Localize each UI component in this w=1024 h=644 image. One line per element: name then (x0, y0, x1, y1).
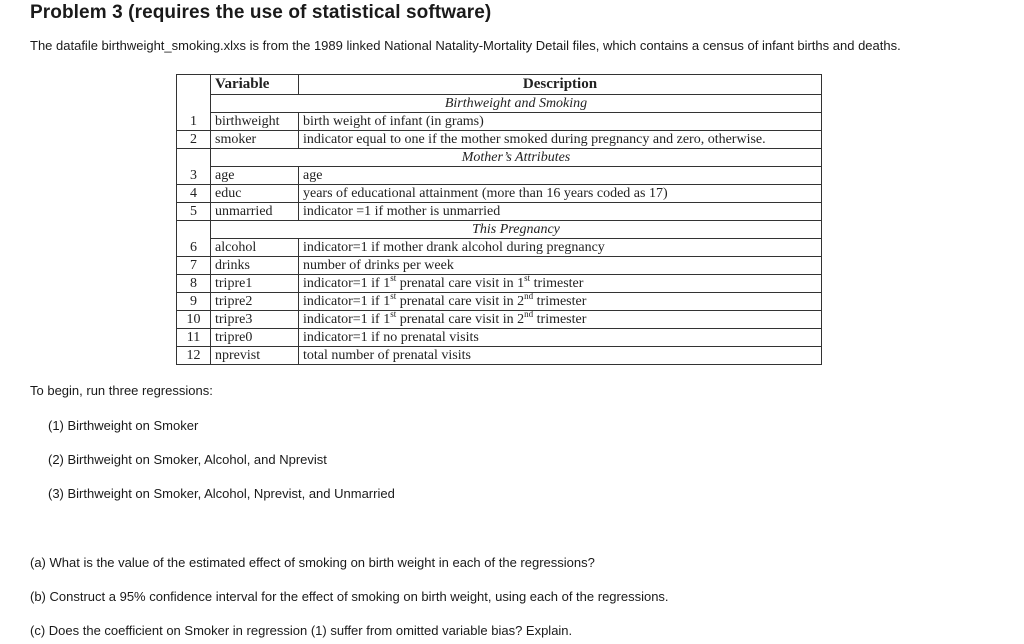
section-title-this-pregnancy: This Pregnancy (211, 221, 822, 239)
row-number: 3 (177, 167, 211, 185)
desc-superscript: st (524, 274, 531, 283)
row-number: 8 (177, 275, 211, 293)
table-row (177, 185, 822, 203)
desc-superscript: nd (524, 310, 534, 319)
table-row (177, 203, 822, 221)
variable-description: total number of prenatal visits (299, 347, 822, 365)
variable-name: tripre2 (211, 293, 299, 311)
table-header-row (177, 75, 822, 95)
variable-name: tripre3 (211, 311, 299, 329)
variable-description: indicator =1 if mother is unmarried (299, 203, 822, 221)
desc-part: prenatal care visit in 2 (396, 294, 525, 309)
question-a: (a) What is the value of the estimated effect of smoking on birth weight in each of the regressions? (30, 555, 595, 570)
table-row (177, 131, 822, 149)
regression-item: (3) Birthweight on Smoker, Alcohol, Nprevist, and Unmarried (48, 486, 395, 501)
section-blank-cell (177, 221, 211, 239)
desc-part: indicator=1 if 1 (303, 276, 391, 291)
regression-item: (2) Birthweight on Smoker, Alcohol, and Nprevist (48, 452, 327, 467)
section-title-birthweight-smoking: Birthweight and Smoking (211, 95, 822, 113)
variable-description (299, 293, 822, 311)
variable-description: number of drinks per week (299, 257, 822, 275)
variable-name: educ (211, 185, 299, 203)
desc-part: trimester (533, 294, 587, 309)
table-row (177, 167, 822, 185)
table-row (177, 311, 822, 329)
table-row (177, 113, 822, 131)
desc-superscript: nd (524, 292, 534, 301)
row-number: 4 (177, 185, 211, 203)
question-c: (c) Does the coefficient on Smoker in regression (1) suffer from omitted variable bias? Explain. (30, 623, 573, 638)
variable-name: unmarried (211, 203, 299, 221)
row-number: 6 (177, 239, 211, 257)
section-blank-cell (177, 95, 211, 113)
section-title-mothers-attributes: Mother’s Attributes (211, 149, 822, 167)
variable-name: birthweight (211, 113, 299, 131)
desc-part: prenatal care visit in 2 (396, 312, 525, 327)
begin-instruction: To begin, run three regressions: (30, 383, 213, 398)
table-row (177, 329, 822, 347)
variable-table (176, 74, 822, 365)
variable-description (299, 311, 822, 329)
variable-name: alcohol (211, 239, 299, 257)
row-number: 2 (177, 131, 211, 149)
variable-name: smoker (211, 131, 299, 149)
variable-description (299, 275, 822, 293)
variable-description: indicator equal to one if the mother smoked during pregnancy and zero, otherwise. (299, 131, 822, 149)
desc-part: prenatal care visit in 1 (396, 276, 525, 291)
desc-superscript: st (390, 274, 397, 283)
row-number: 7 (177, 257, 211, 275)
variable-description: years of educational attainment (more than 16 years coded as 17) (299, 185, 822, 203)
desc-superscript: st (390, 310, 397, 319)
table-row (177, 293, 822, 311)
row-number: 9 (177, 293, 211, 311)
section-blank-cell (177, 149, 211, 167)
intro-text: The datafile birthweight_smoking.xlxs is from the 1989 linked National Natality-Mortality Detail files, which contains a census of infant births and deaths. (30, 38, 901, 53)
desc-superscript: st (390, 292, 397, 301)
row-number: 5 (177, 203, 211, 221)
desc-part: indicator=1 if 1 (303, 294, 391, 309)
variable-name: age (211, 167, 299, 185)
header-number (177, 75, 211, 95)
section-row (177, 95, 822, 113)
header-description: Description (299, 75, 822, 95)
variable-description: indicator=1 if mother drank alcohol during pregnancy (299, 239, 822, 257)
header-variable: Variable (211, 75, 299, 95)
row-number: 12 (177, 347, 211, 365)
regression-item: (1) Birthweight on Smoker (48, 418, 199, 433)
variable-name: tripre0 (211, 329, 299, 347)
table-row (177, 275, 822, 293)
table-row (177, 257, 822, 275)
variable-description: birth weight of infant (in grams) (299, 113, 822, 131)
row-number: 11 (177, 329, 211, 347)
variable-table-container (176, 74, 822, 365)
variable-name: tripre1 (211, 275, 299, 293)
table-row (177, 239, 822, 257)
question-b: (b) Construct a 95% confidence interval for the effect of smoking on birth weight, using each of the regressions. (30, 589, 669, 604)
desc-part: trimester (533, 312, 587, 327)
row-number: 1 (177, 113, 211, 131)
table-row (177, 347, 822, 365)
desc-part: trimester (530, 276, 584, 291)
desc-part: indicator=1 if 1 (303, 312, 391, 327)
problem-title: Problem 3 (requires the use of statistical software) (30, 2, 492, 23)
variable-name: nprevist (211, 347, 299, 365)
variable-description: age (299, 167, 822, 185)
variable-name: drinks (211, 257, 299, 275)
section-row (177, 221, 822, 239)
variable-description: indicator=1 if no prenatal visits (299, 329, 822, 347)
row-number: 10 (177, 311, 211, 329)
section-row (177, 149, 822, 167)
